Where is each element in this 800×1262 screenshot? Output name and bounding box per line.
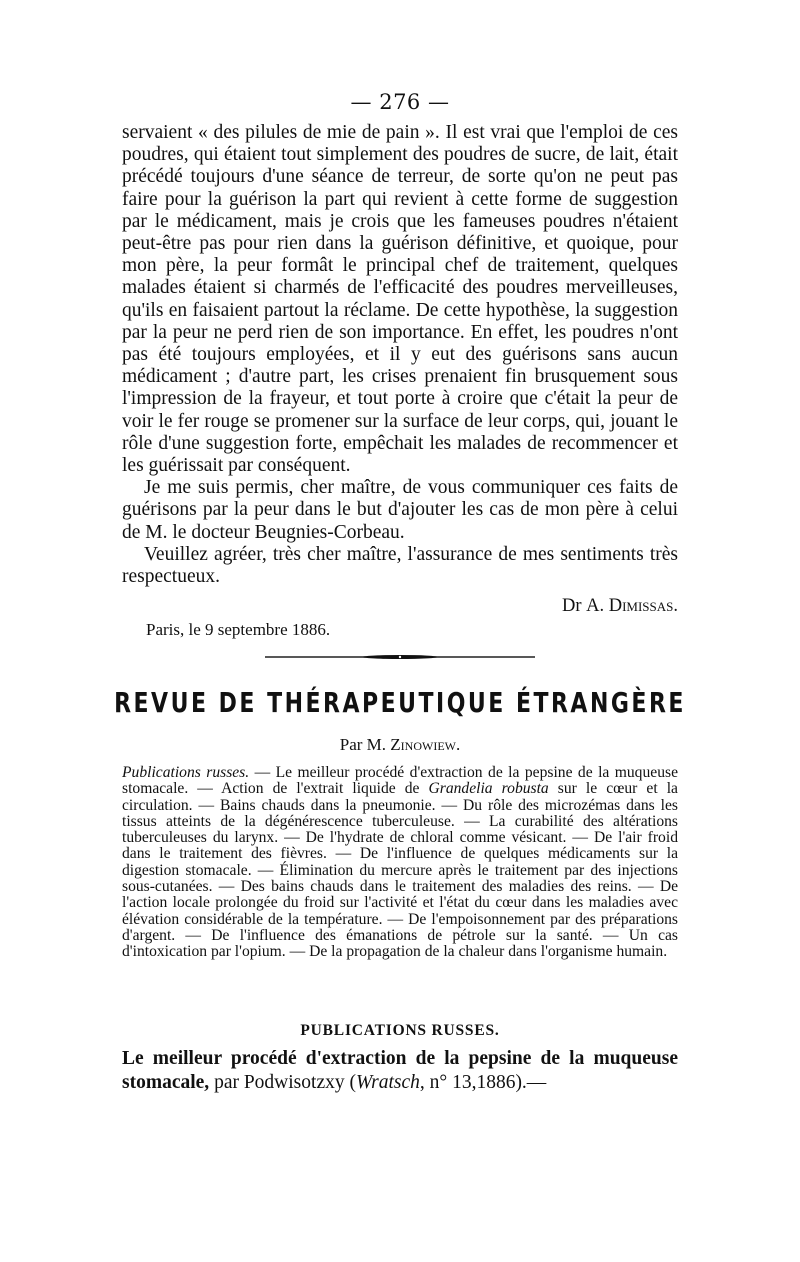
summary-text: sur le cœur et la circulation. — Bains chauds dans la pneumonie. — Du rôle des microzémas dans les tissus atteints de la dégénérescence tuberculeuse. — La curabilité des altérations tuberculeuses du larynx. — De l'hydrate de chloral comme vésicant. — De l'air froid dans le traitement des fièvres. — De l'influence de quelques médicaments sur la digestion stomacale. — Élimination du mercure après le traitement par des injections sous-cutanées. — Des bains chauds dans le traitement des maladies des reins. — De l'action locale prolongée du froid sur l'activité et l'état du cœur dans les maladies avec élévation considérable de la température. — De l'empoisonnement par des préparations d'argent. — De l'influence des émanations de pétrole sur la santé. — Un cas d'intoxication par l'opium. — De la propagation de la chaleur dans l'organisme humain. (122, 780, 678, 961)
article-intro (122, 1047, 678, 1095)
signature-name: A. Dimissas. (586, 596, 678, 616)
review-summary (122, 765, 678, 961)
byline (0, 735, 800, 755)
letter-paragraph: servaient « des pilules de mie de pain ». Il est vrai que l'emploi de ces poudres, qui étaient tout simplement des poudres de sucre, de lait, était précédé toujours d'une séance de terreur, de sorte qu'on ne peut pas faire pour la guérison la part qui revient à cette forme de suggestion par le médicament, mais je crois que les fameuses poudres n'étaient peut-être pas pour rien dans la guérison définitive, et quoique, pour mon père, la peur formât le principal chef de traitement, quelques malades étaient si charmés de l'efficacité des poudres merveilleuses, qu'ils en faisaient partout la réclame. De cette hypothèse, la suggestion par la peur ne perd rien de son importance. En effet, les poudres n'ont pas été toujours employées, et il y eut des guérisons sans aucun médicament ; d'autre part, les crises prenaient fin brusquement sous l'impression de la frayeur, et tout porte à croire que c'était la peur de voir le fer rouge se promener sur la surface de leur corps, qui, jouant le rôle d'une suggestion forte, empêchait les malades de recommencer et les guérissait par conséquent. (122, 122, 678, 477)
article-title: Le meilleur procédé d'extraction de la pepsine de la muqueuse stomacale, (122, 1048, 678, 1093)
summary-label: Publications russes. (122, 764, 250, 781)
dateline: Paris, le 9 septembre 1886. (146, 620, 331, 639)
byline-prefix: Par M. (339, 735, 387, 754)
article-author: par Podwisotzxy ( (209, 1072, 356, 1093)
letter-paragraph: Je me suis permis, cher maître, de vous communiquer ces faits de guérisons par la peur dans le but d'ajouter les cas de mon père à celui de M. le docteur Beugnies-Corbeau. (122, 477, 678, 543)
section-title: REVUE DE THÉRAPEUTIQUE ÉTRANGÈRE (114, 688, 686, 720)
ornamental-divider (265, 655, 535, 659)
subsection-heading: PUBLICATIONS RUSSES. (300, 1022, 500, 1039)
letter-closing: Veuillez agréer, très cher maître, l'assurance de mes sentiments très respectueux. (122, 543, 678, 588)
article-journal: Wratsch (355, 1072, 420, 1093)
article-issue: , n° 13,1886).— (419, 1072, 547, 1093)
summary-species: Grandelia robusta (428, 780, 549, 798)
summary-text: — Le meilleur procédé d'extraction de la pepsine de la muqueuse stomacale. — Action de l'extrait liquide de (122, 764, 678, 798)
signature (122, 596, 678, 617)
letter-body (122, 122, 678, 588)
page-number: — 276 — (350, 90, 450, 114)
byline-author: Zinowiew. (390, 735, 461, 754)
signature-title: Dr (561, 596, 582, 616)
